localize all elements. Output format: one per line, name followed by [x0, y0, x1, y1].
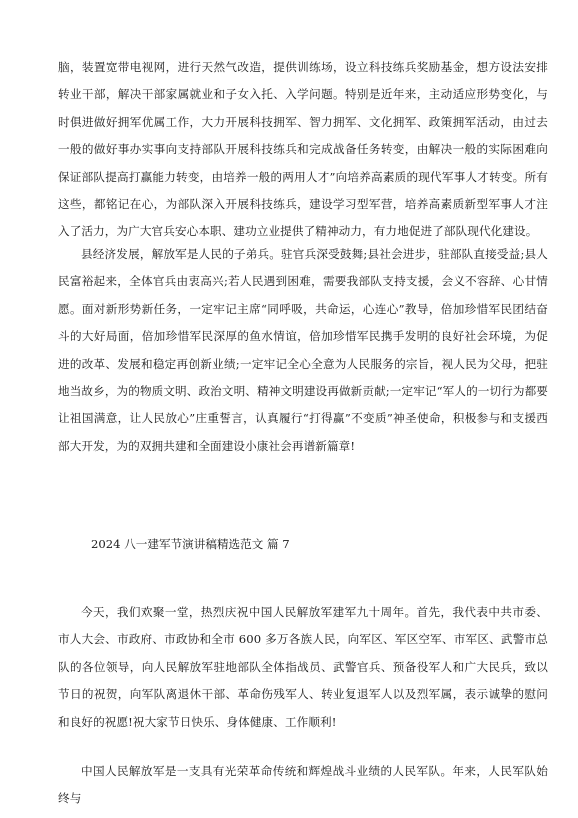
section-title: 2024 八一建军节演讲稿精选范文 篇 7: [91, 537, 290, 551]
body-paragraph: 县经济发展，解放军是人民的子弟兵。驻官兵深受鼓舞;县社会进步，驻部队直接受益;县人民富裕起来，全体官兵由衷高兴;若人民遇到困难，需要我部队支持支援，会义不容辞、心甘情愿。面对新形势新任务，一定牢记主席“同呼吸，共命运，心连心”教导，倍加珍惜军民团结奋斗的大好局面，倍加珍惜军民深厚的鱼水情谊，倍加珍惜军民携手发明的良好社会环境，为促进的改革、发展和稳定再创新业绩;一定牢记全心全意为人民服务的宗旨，视人民为父母，把驻地当故乡，为的物质文明、政治文明、精神文明建设再做新贡献;一定牢记“军人的一切行为都要让祖国满意，让人民放心”庄重誓言，认真履行“打得赢”不变质”神圣使命，积极参与和支援西部大开发，为的双拥共建和全面建设小康社会再谱新篇章!: [58, 247, 548, 453]
body-paragraph: 中国人民解放军是一支具有光荣革命传统和辉煌战斗业绩的人民军队。年来，人民军队始终与: [58, 764, 548, 806]
body-paragraph: 脑，装置宽带电视网，进行天然气改造，提供训练场，设立科技练兵奖励基金，想方设法安排转业干部，解决干部家属就业和子女入托、入学问题。特别是近年来，主动适应形势变化，与时俱进做好拥军优属工作，大力开展科技拥军、智力拥军、文化拥军、政策拥军活动，由过去一般的做好事办实事向支持部队开展科技练兵和完成战备任务转变，由解决一般的实际困难向保证部队提高打赢能力转变，由培养一般的两用人才”向培养高素质的现代军事人才转变。所有这些，都铭记在心，为部队深入开展科技练兵，建设学习型军营，培养高素质新型军事人才注入了活力，为广大官兵安心本职、建功立业提供了精神动力，有力地促进了部队现代化建设。: [58, 60, 548, 239]
body-paragraph: 今天，我们欢聚一堂，热烈庆祝中国人民解放军建军九十周年。首先，我代表中共市委、市人大会、市政府、市政协和全市 600 多万各族人民，向军区、军区空军、市军区、武警市总队的各位领导，向人民解放军驻地部队全体指战员、武警官兵、预备役军人和广大民兵，致以节日的祝贺，向军队离退休干部、革命伤残军人、转业复退军人以及烈军属，表示诚挚的慰问和良好的祝愿!祝大家节日快乐、身体健康、工作顺利!: [58, 605, 548, 729]
